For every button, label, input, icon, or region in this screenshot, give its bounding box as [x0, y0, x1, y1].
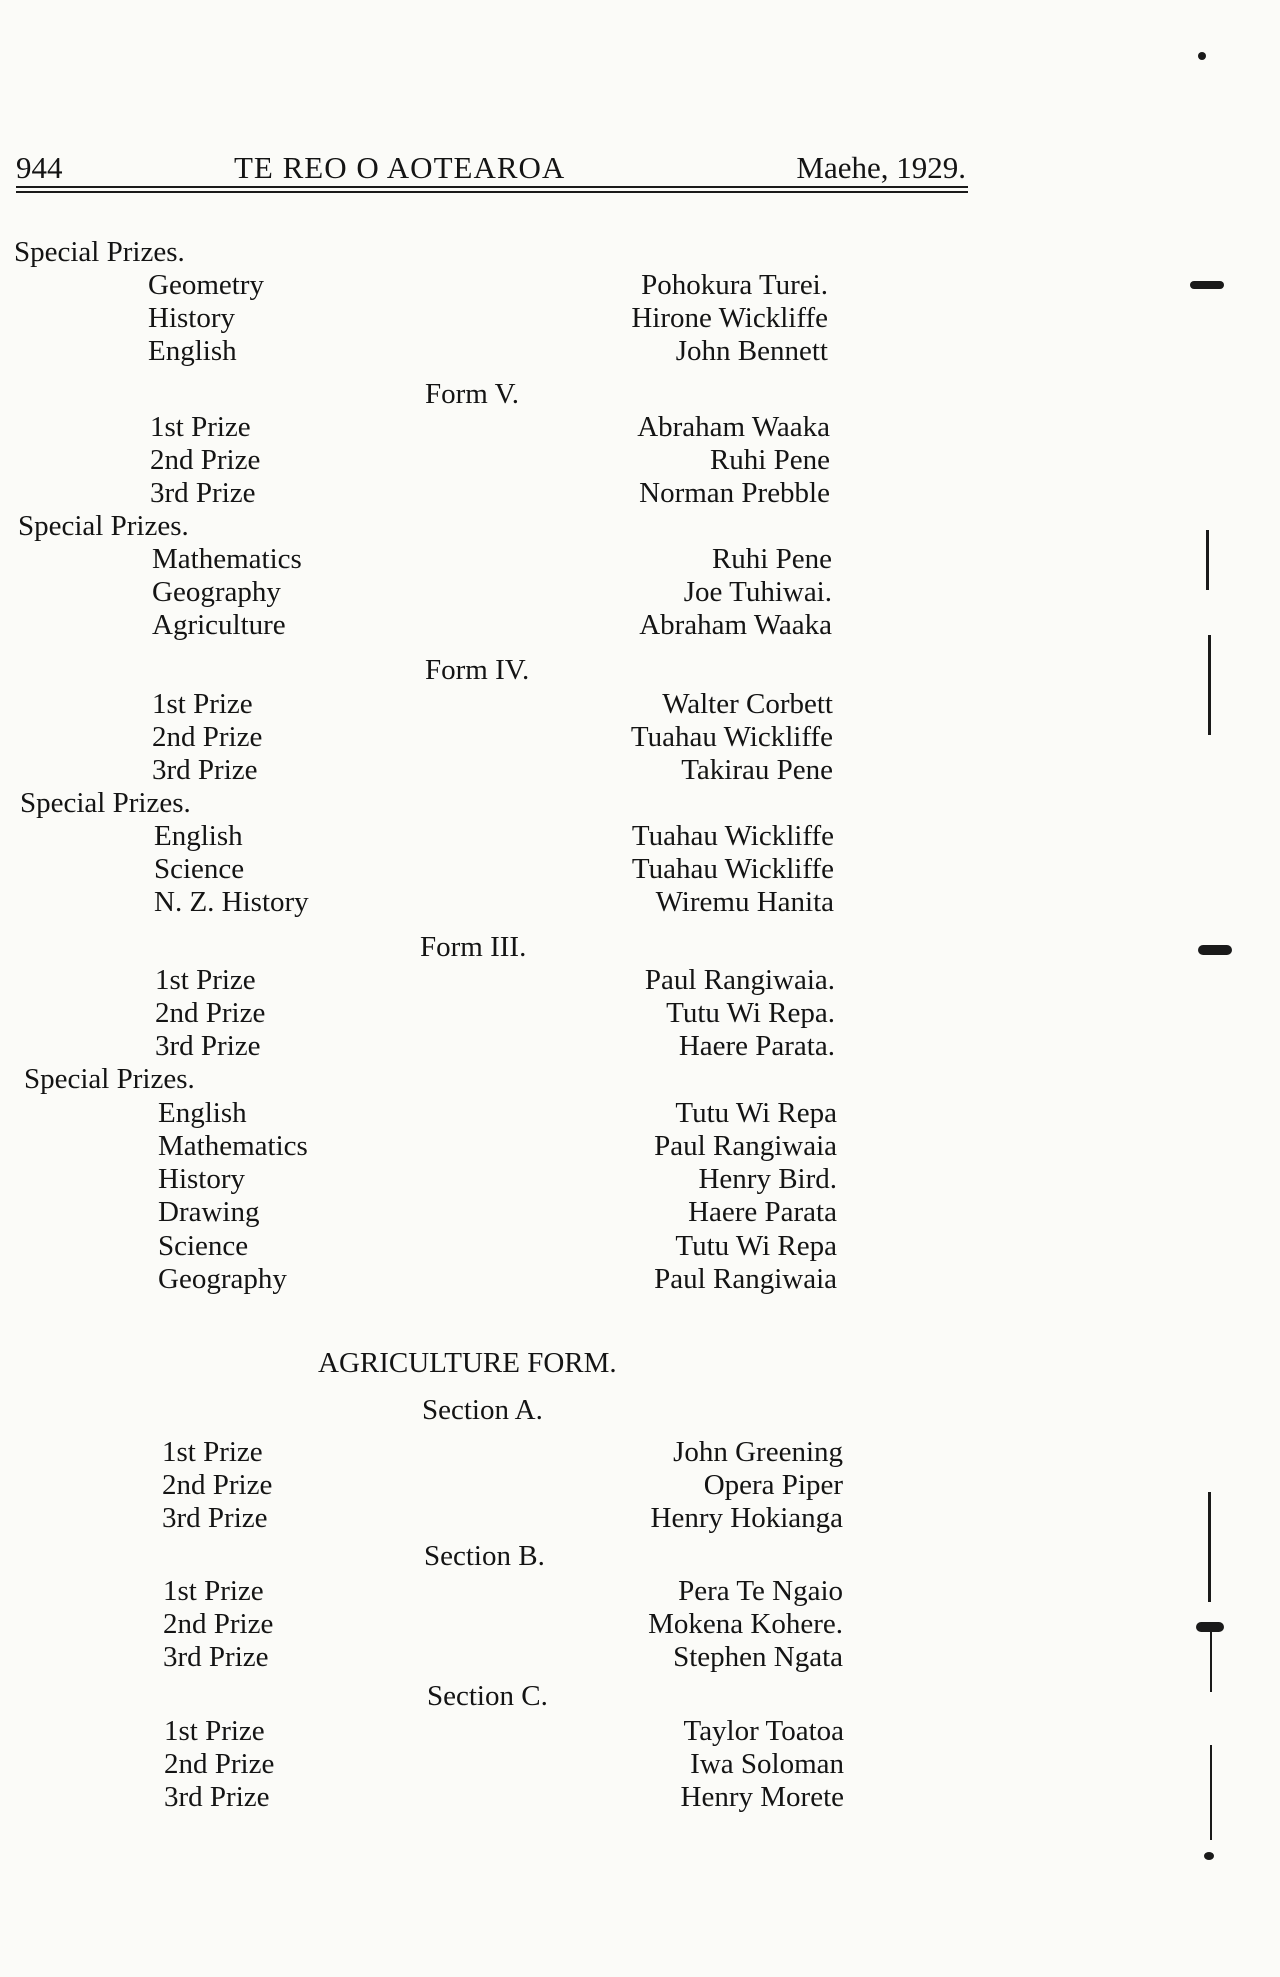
list-item [0, 885, 1280, 919]
list-item [0, 410, 1280, 444]
winner-name: Paul Rangiwaia [654, 1130, 837, 1162]
prize-label: 2nd Prize [155, 997, 266, 1029]
winner-name: Paul Rangiwaia [654, 1263, 837, 1295]
list-item [0, 1607, 1280, 1641]
subject-label: English [154, 820, 243, 852]
list-item [0, 852, 1280, 886]
list-item [0, 687, 1280, 721]
list-item [0, 542, 1280, 576]
prize-label: 3rd Prize [155, 1030, 261, 1062]
winner-name: Ruhi Pene [709, 444, 830, 476]
subject-label: History [158, 1163, 245, 1195]
prize-label: 3rd Prize [164, 1781, 270, 1813]
winner-name: Tutu Wi Repa. [666, 997, 835, 1029]
scan-mark [1206, 530, 1209, 590]
subject-label: Science [154, 853, 245, 885]
subject-label: History [148, 302, 235, 334]
list-item [0, 268, 1280, 302]
scan-mark [1196, 1622, 1224, 1632]
prize-label: 2nd Prize [164, 1748, 275, 1780]
winner-name: Haere Parata [688, 1196, 837, 1228]
list-item [0, 1096, 1280, 1130]
list-item [0, 1501, 1280, 1535]
winner-name: Tuahau Wickliffe [630, 721, 833, 753]
special-prizes-heading: Special Prizes. [20, 787, 191, 819]
header-rule-thin [16, 191, 968, 193]
prize-label: 1st Prize [152, 688, 253, 720]
special-prizes-heading: Special Prizes. [14, 236, 185, 268]
scan-mark [1198, 945, 1232, 955]
prize-label: 1st Prize [155, 964, 256, 996]
subject-label: Geography [152, 576, 281, 608]
prize-label: 2nd Prize [150, 444, 261, 476]
list-item [0, 334, 1280, 368]
winner-name: Tuahau Wickliffe [631, 853, 834, 885]
section-b-heading: Section B. [424, 1540, 545, 1572]
list-item [0, 1262, 1280, 1296]
scan-mark [1208, 1492, 1211, 1602]
section-a-heading: Section A. [422, 1394, 543, 1426]
subject-label: Geography [158, 1263, 287, 1295]
scan-mark [1210, 1745, 1212, 1840]
list-item [0, 1747, 1280, 1781]
prize-label: 2nd Prize [163, 1608, 274, 1640]
list-item [0, 1574, 1280, 1608]
subject-label: Drawing [158, 1196, 260, 1228]
list-item [0, 301, 1280, 335]
winner-name: Joe Tuhiwai. [683, 576, 832, 608]
section-c-heading: Section C. [427, 1680, 548, 1712]
scan-mark [1204, 1852, 1214, 1860]
page-number: 944 [16, 150, 63, 185]
form-iv-heading: Form IV. [425, 654, 530, 686]
subject-label: N. Z. History [154, 886, 309, 918]
form-iii-heading: Form III. [420, 931, 527, 963]
list-item [0, 1195, 1280, 1229]
prize-label: 1st Prize [162, 1436, 263, 1468]
winner-name: Pera Te Ngaio [678, 1575, 843, 1607]
winner-name: Takirau Pene [681, 754, 833, 786]
winner-name: Henry Bird. [698, 1163, 837, 1195]
prize-label: 1st Prize [163, 1575, 264, 1607]
list-item [0, 1129, 1280, 1163]
prize-label: 3rd Prize [150, 477, 256, 509]
subject-label: Mathematics [158, 1130, 308, 1162]
winner-name: Tuahau Wickliffe [631, 820, 834, 852]
page-header [16, 150, 966, 190]
list-item [0, 1714, 1280, 1748]
list-item [0, 443, 1280, 477]
winner-name: Abraham Waaka [637, 411, 830, 443]
list-item [0, 1229, 1280, 1263]
winner-name: Henry Morete [680, 1781, 844, 1813]
prize-label: 1st Prize [164, 1715, 265, 1747]
list-item [0, 1435, 1280, 1469]
subject-label: Mathematics [152, 543, 302, 575]
prize-label: 3rd Prize [152, 754, 258, 786]
scan-mark [1190, 281, 1224, 289]
prize-label: 1st Prize [150, 411, 251, 443]
winner-name: Abraham Waaka [639, 609, 832, 641]
scan-mark [1198, 52, 1206, 60]
winner-name: John Greening [673, 1436, 843, 1468]
list-item [0, 1468, 1280, 1502]
subject-label: Geometry [148, 269, 264, 301]
special-prizes-heading: Special Prizes. [24, 1063, 195, 1095]
special-prizes-heading: Special Prizes. [18, 510, 189, 542]
winner-name: Tutu Wi Repa [675, 1097, 837, 1129]
list-item [0, 1029, 1280, 1063]
subject-label: Agriculture [152, 609, 286, 641]
winner-name: Iwa Soloman [690, 1748, 844, 1780]
winner-name: Taylor Toatoa [683, 1715, 844, 1747]
list-item [0, 476, 1280, 510]
winner-name: Mokena Kohere. [648, 1608, 843, 1640]
winner-name: Haere Parata. [678, 1030, 835, 1062]
winner-name: Stephen Ngata [673, 1641, 843, 1673]
list-item [0, 996, 1280, 1030]
winner-name: John Bennett [675, 335, 828, 367]
subject-label: English [148, 335, 237, 367]
winner-name: Henry Hokianga [650, 1502, 843, 1534]
winner-name: Hirone Wickliffe [631, 302, 828, 334]
agriculture-form-heading: AGRICULTURE FORM. [318, 1347, 617, 1379]
subject-label: Science [158, 1230, 249, 1262]
winner-name: Ruhi Pene [711, 543, 832, 575]
winner-name: Paul Rangiwaia. [644, 964, 835, 996]
prize-label: 2nd Prize [162, 1469, 273, 1501]
winner-name: Walter Corbett [662, 688, 833, 720]
winner-name: Norman Prebble [639, 477, 830, 509]
winner-name: Wiremu Hanita [655, 886, 834, 918]
list-item [0, 1780, 1280, 1814]
prize-label: 3rd Prize [163, 1641, 269, 1673]
list-item [0, 963, 1280, 997]
winner-name: Pohokura Turei. [641, 269, 828, 301]
prize-label: 2nd Prize [152, 721, 263, 753]
header-rule [16, 186, 968, 188]
form-v-heading: Form V. [425, 378, 520, 410]
scan-mark [1208, 635, 1211, 735]
scan-mark [1210, 1632, 1212, 1692]
list-item [0, 753, 1280, 787]
journal-title: TE REO O AOTEAROA [234, 150, 566, 185]
winner-name: Tutu Wi Repa [675, 1230, 837, 1262]
list-item [0, 1640, 1280, 1674]
winner-name: Opera Piper [703, 1469, 843, 1501]
issue-date: Maehe, 1929. [796, 150, 966, 185]
prize-label: 3rd Prize [162, 1502, 268, 1534]
list-item [0, 1162, 1280, 1196]
list-item [0, 575, 1280, 609]
list-item [0, 608, 1280, 642]
list-item [0, 819, 1280, 853]
subject-label: English [158, 1097, 247, 1129]
list-item [0, 720, 1280, 754]
